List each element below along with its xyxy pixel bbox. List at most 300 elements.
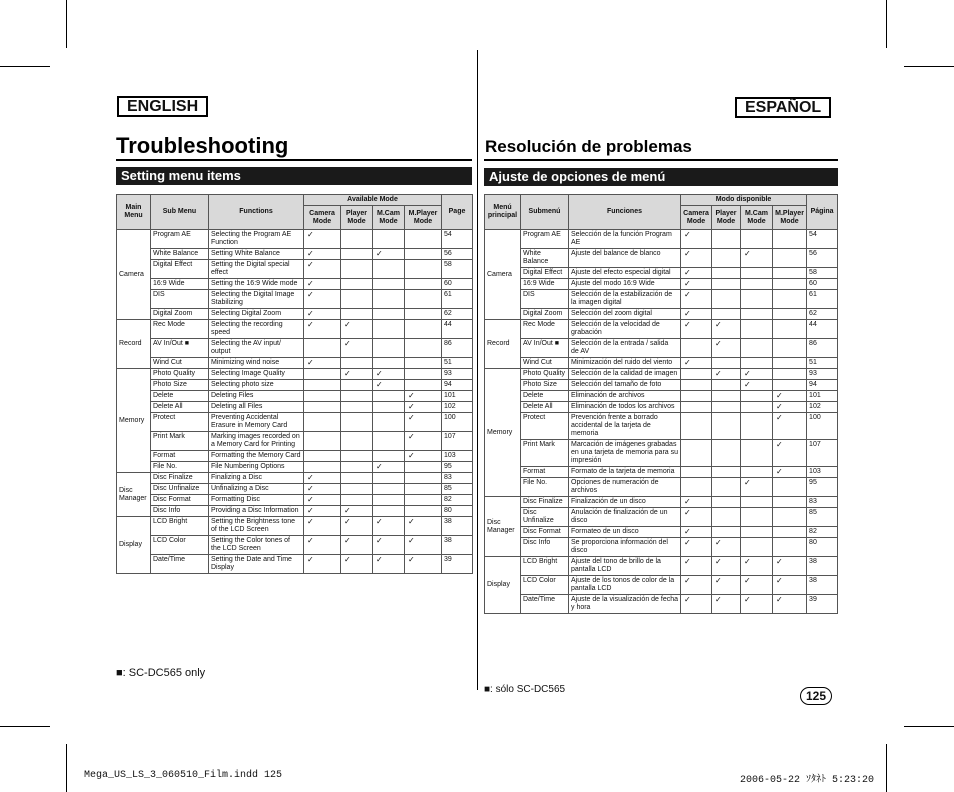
mode-check-cell: ✓	[341, 536, 373, 555]
table-row	[117, 484, 473, 495]
table-row	[117, 451, 473, 462]
mode-check-cell	[681, 339, 712, 358]
sub-menu-cell: DIS	[521, 290, 569, 309]
sub-menu-cell: Disc Info	[521, 538, 569, 557]
mode-check-cell	[741, 527, 773, 538]
table-row	[117, 506, 473, 517]
mode-check-cell: ✓	[681, 595, 712, 614]
spanish-label: ESPAÑOL	[735, 97, 831, 118]
mode-check-cell: ✓	[741, 249, 773, 268]
mode-check-cell	[373, 473, 405, 484]
mode-check-cell: ✓	[712, 320, 741, 339]
table-row	[485, 320, 838, 339]
sub-menu-cell: Date/Time	[521, 595, 569, 614]
crop-mark	[66, 744, 67, 792]
function-cell: Ajuste del balance de blanco	[569, 249, 681, 268]
mode-check-cell	[341, 279, 373, 290]
mode-check-cell	[741, 339, 773, 358]
page-cell: 107	[807, 440, 838, 467]
page-cell: 83	[807, 497, 838, 508]
title-rule-spanish	[484, 159, 838, 161]
mode-check-cell: ✓	[773, 440, 807, 467]
mode-check-cell	[741, 497, 773, 508]
table-row	[485, 467, 838, 478]
function-cell: Minimización del ruido del viento	[569, 358, 681, 369]
mode-check-cell: ✓	[773, 391, 807, 402]
page-cell: 94	[807, 380, 838, 391]
header-camera-mode: Camera Mode	[681, 206, 712, 230]
mode-check-cell	[712, 440, 741, 467]
mode-check-cell	[712, 309, 741, 320]
main-menu-cell: Disc Manager	[117, 473, 151, 517]
function-cell: Selecting the Digital Image Stabilizing	[209, 290, 304, 309]
sub-menu-cell: Rec Mode	[151, 320, 209, 339]
page-cell: 58	[442, 260, 473, 279]
sub-menu-cell: Digital Zoom	[521, 309, 569, 320]
mode-check-cell	[773, 527, 807, 538]
page-cell: 82	[442, 495, 473, 506]
mode-check-cell	[712, 402, 741, 413]
mode-check-cell: ✓	[405, 413, 442, 432]
page-cell: 100	[807, 413, 838, 440]
function-cell: Selecting Digital Zoom	[209, 309, 304, 320]
mode-check-cell	[304, 391, 341, 402]
function-cell: Setting White Balance	[209, 249, 304, 260]
function-cell: Ajuste de los tonos de color de la pantalla LCD	[569, 576, 681, 595]
page-title-spanish: Resolución de problemas	[485, 137, 692, 156]
table-row	[117, 309, 473, 320]
header-main-menu: Menú principal	[485, 195, 521, 230]
mode-check-cell	[712, 527, 741, 538]
mode-check-cell: ✓	[773, 557, 807, 576]
mode-check-cell	[341, 473, 373, 484]
mode-check-cell	[405, 249, 442, 260]
mode-check-cell	[741, 538, 773, 557]
mode-check-cell: ✓	[373, 462, 405, 473]
table-row	[117, 230, 473, 249]
function-cell: Preventing Accidental Erasure in Memory Card	[209, 413, 304, 432]
function-cell: Selección del tamaño de foto	[569, 380, 681, 391]
mode-check-cell	[304, 339, 341, 358]
page-cell: 61	[807, 290, 838, 309]
mode-check-cell: ✓	[741, 380, 773, 391]
function-cell: Setting the Digital special effect	[209, 260, 304, 279]
mode-check-cell: ✓	[304, 260, 341, 279]
function-cell: Finalización de un disco	[569, 497, 681, 508]
page-cell: 85	[807, 508, 838, 527]
table-row	[485, 576, 838, 595]
mode-check-cell: ✓	[304, 536, 341, 555]
main-menu-cell: Record	[117, 320, 151, 369]
header-sub-menu: Submenú	[521, 195, 569, 230]
table-row	[485, 279, 838, 290]
header-main-menu: Main Menu	[117, 195, 151, 230]
mode-check-cell	[373, 309, 405, 320]
header-functions: Funciones	[569, 195, 681, 230]
page-cell: 54	[807, 230, 838, 249]
mode-check-cell	[681, 402, 712, 413]
mode-check-cell	[341, 413, 373, 432]
mode-check-cell: ✓	[741, 478, 773, 497]
menu-table-english	[116, 194, 473, 574]
crop-mark	[0, 66, 50, 67]
page-cell: 103	[442, 451, 473, 462]
table-row	[485, 497, 838, 508]
mode-check-cell	[341, 495, 373, 506]
sub-menu-cell: LCD Bright	[151, 517, 209, 536]
mode-check-cell	[341, 309, 373, 320]
page-cell: 44	[442, 320, 473, 339]
mode-check-cell	[373, 279, 405, 290]
header-mplayer-mode: M.Player Mode	[773, 206, 807, 230]
center-divider	[477, 50, 478, 690]
header-available-mode: Available Mode	[304, 195, 442, 206]
crop-mark	[904, 66, 954, 67]
sub-menu-cell: LCD Color	[521, 576, 569, 595]
table-row	[485, 538, 838, 557]
sub-menu-cell: 16:9 Wide	[151, 279, 209, 290]
footer-file-info: Mega_US_LS_3_060510_Film.indd 125	[84, 770, 283, 781]
mode-check-cell	[341, 432, 373, 451]
function-cell: Se proporciona información del disco	[569, 538, 681, 557]
mode-check-cell	[341, 484, 373, 495]
mode-check-cell	[341, 391, 373, 402]
sub-menu-cell: Digital Zoom	[151, 309, 209, 320]
mode-check-cell	[741, 268, 773, 279]
mode-check-cell	[741, 309, 773, 320]
mode-check-cell	[405, 339, 442, 358]
mode-check-cell: ✓	[341, 320, 373, 339]
table-row	[117, 432, 473, 451]
mode-check-cell	[712, 358, 741, 369]
sub-menu-cell: AV In/Out ■	[521, 339, 569, 358]
mode-check-cell	[341, 230, 373, 249]
mode-check-cell	[405, 462, 442, 473]
function-cell: Deleting all Files	[209, 402, 304, 413]
page-cell: 51	[807, 358, 838, 369]
mode-check-cell	[341, 358, 373, 369]
english-label: ENGLISH	[117, 96, 208, 117]
table-row	[485, 358, 838, 369]
table-row	[117, 555, 473, 574]
page-cell: 58	[807, 268, 838, 279]
sub-menu-cell: LCD Bright	[521, 557, 569, 576]
mode-check-cell: ✓	[712, 557, 741, 576]
sub-menu-cell: Rec Mode	[521, 320, 569, 339]
main-menu-cell: Memory	[117, 369, 151, 473]
mode-check-cell: ✓	[681, 508, 712, 527]
mode-check-cell	[405, 380, 442, 391]
mode-check-cell	[341, 402, 373, 413]
mode-check-cell	[712, 497, 741, 508]
table-row	[117, 320, 473, 339]
mode-check-cell	[741, 508, 773, 527]
header-mplayer-mode: M.Player Mode	[405, 206, 442, 230]
sub-menu-cell: Program AE	[151, 230, 209, 249]
mode-check-cell: ✓	[712, 538, 741, 557]
mode-check-cell: ✓	[373, 249, 405, 260]
sub-menu-cell: Protect	[521, 413, 569, 440]
function-cell: Setting the Brightness tone of the LCD Screen	[209, 517, 304, 536]
main-menu-cell: Record	[485, 320, 521, 369]
mode-check-cell	[773, 249, 807, 268]
sub-menu-cell: DIS	[151, 290, 209, 309]
sub-menu-cell: Delete All	[521, 402, 569, 413]
crop-mark	[904, 726, 954, 727]
crop-mark	[0, 726, 50, 727]
mode-check-cell	[304, 369, 341, 380]
table-row	[485, 402, 838, 413]
section-header-english: Setting menu items	[116, 167, 472, 185]
mode-check-cell: ✓	[681, 320, 712, 339]
sub-menu-cell: Disc Info	[151, 506, 209, 517]
mode-check-cell: ✓	[681, 249, 712, 268]
table-row	[485, 249, 838, 268]
mode-check-cell: ✓	[341, 517, 373, 536]
mode-check-cell	[373, 506, 405, 517]
table-row	[117, 260, 473, 279]
mode-check-cell	[405, 473, 442, 484]
mode-check-cell	[373, 290, 405, 309]
mode-check-cell	[681, 369, 712, 380]
function-cell: Formateo de un disco	[569, 527, 681, 538]
table-row	[117, 517, 473, 536]
mode-check-cell: ✓	[405, 391, 442, 402]
mode-check-cell	[712, 391, 741, 402]
function-cell: Anulación de finalización de un disco	[569, 508, 681, 527]
table-row	[117, 290, 473, 309]
mode-check-cell	[773, 290, 807, 309]
mode-check-cell: ✓	[712, 339, 741, 358]
mode-check-cell: ✓	[304, 473, 341, 484]
mode-check-cell: ✓	[681, 290, 712, 309]
mode-check-cell	[773, 279, 807, 290]
mode-check-cell: ✓	[304, 555, 341, 574]
function-cell: Selección de la función Program AE	[569, 230, 681, 249]
mode-check-cell	[304, 413, 341, 432]
mode-check-cell: ✓	[304, 230, 341, 249]
sub-menu-cell: LCD Color	[151, 536, 209, 555]
mode-check-cell: ✓	[773, 402, 807, 413]
function-cell: Formato de la tarjeta de memoria	[569, 467, 681, 478]
table-row	[117, 402, 473, 413]
mode-check-cell: ✓	[373, 380, 405, 391]
sub-menu-cell: 16:9 Wide	[521, 279, 569, 290]
section-header-spanish: Ajuste de opciones de menú	[484, 168, 838, 186]
page-cell: 102	[807, 402, 838, 413]
function-cell: Selección de la calidad de imagen	[569, 369, 681, 380]
mode-check-cell: ✓	[304, 279, 341, 290]
mode-check-cell	[405, 309, 442, 320]
mode-check-cell	[741, 440, 773, 467]
mode-check-cell	[373, 413, 405, 432]
table-row	[117, 249, 473, 260]
mode-check-cell: ✓	[681, 230, 712, 249]
table-row	[485, 268, 838, 279]
sub-menu-cell: Format	[521, 467, 569, 478]
main-menu-cell: Disc Manager	[485, 497, 521, 557]
function-cell: Setting the Date and Time Display	[209, 555, 304, 574]
function-cell: Deleting Files	[209, 391, 304, 402]
mode-check-cell	[304, 451, 341, 462]
mode-check-cell	[373, 391, 405, 402]
table-row	[117, 462, 473, 473]
mode-check-cell	[405, 230, 442, 249]
header-sub-menu: Sub Menu	[151, 195, 209, 230]
mode-check-cell	[681, 467, 712, 478]
main-menu-cell: Camera	[485, 230, 521, 320]
mode-check-cell: ✓	[712, 595, 741, 614]
mode-check-cell	[741, 413, 773, 440]
mode-check-cell	[373, 230, 405, 249]
sub-menu-cell: Photo Quality	[521, 369, 569, 380]
mode-check-cell	[773, 508, 807, 527]
mode-check-cell	[741, 320, 773, 339]
mode-check-cell	[373, 402, 405, 413]
function-cell: Selecting photo size	[209, 380, 304, 391]
mode-check-cell: ✓	[341, 339, 373, 358]
page-cell: 38	[442, 536, 473, 555]
mode-check-cell: ✓	[304, 309, 341, 320]
function-cell: Formatting the Memory Card	[209, 451, 304, 462]
header-mcam-mode: M.Cam Mode	[741, 206, 773, 230]
table-row	[485, 309, 838, 320]
function-cell: Selecting the AV input/ output	[209, 339, 304, 358]
page-cell: 86	[442, 339, 473, 358]
sub-menu-cell: White Balance	[151, 249, 209, 260]
mode-check-cell: ✓	[304, 290, 341, 309]
function-cell: Prevención frente a borrado accidental de la tarjeta de memoria	[569, 413, 681, 440]
mode-check-cell	[405, 260, 442, 279]
page-cell: 62	[442, 309, 473, 320]
mode-check-cell	[405, 358, 442, 369]
mode-check-cell: ✓	[681, 279, 712, 290]
mode-check-cell	[712, 249, 741, 268]
sub-menu-cell: White Balance	[521, 249, 569, 268]
mode-check-cell	[773, 309, 807, 320]
function-cell: Marking images recorded on a Memory Card for Printing	[209, 432, 304, 451]
function-cell: Finalizing a Disc	[209, 473, 304, 484]
mode-check-cell: ✓	[304, 506, 341, 517]
page-cell: 38	[442, 517, 473, 536]
mode-check-cell	[773, 538, 807, 557]
mode-check-cell: ✓	[773, 595, 807, 614]
mode-check-cell: ✓	[405, 451, 442, 462]
function-cell: Eliminación de archivos	[569, 391, 681, 402]
page-cell: 94	[442, 380, 473, 391]
table-row	[485, 478, 838, 497]
function-cell: Providing a Disc Information	[209, 506, 304, 517]
table-row	[485, 413, 838, 440]
page-cell: 38	[807, 557, 838, 576]
table-row	[485, 557, 838, 576]
page-cell: 95	[442, 462, 473, 473]
page-cell: 101	[442, 391, 473, 402]
sub-menu-cell: Protect	[151, 413, 209, 432]
mode-check-cell	[405, 320, 442, 339]
sub-menu-cell: Print Mark	[151, 432, 209, 451]
page-cell: 39	[807, 595, 838, 614]
mode-check-cell: ✓	[681, 576, 712, 595]
mode-check-cell	[373, 339, 405, 358]
mode-check-cell: ✓	[681, 557, 712, 576]
table-row	[117, 413, 473, 432]
mode-check-cell	[373, 320, 405, 339]
page-cell: 54	[442, 230, 473, 249]
mode-check-cell	[405, 495, 442, 506]
mode-check-cell: ✓	[712, 369, 741, 380]
mode-check-cell	[405, 506, 442, 517]
mode-check-cell	[773, 320, 807, 339]
sub-menu-cell: Disc Format	[151, 495, 209, 506]
table-row	[117, 380, 473, 391]
sub-menu-cell: Delete	[521, 391, 569, 402]
page-cell: 93	[442, 369, 473, 380]
table-row	[485, 527, 838, 538]
mode-check-cell	[405, 369, 442, 380]
sub-menu-cell: Disc Format	[521, 527, 569, 538]
footnote-english: ■: SC-DC565 only	[116, 667, 206, 679]
mode-check-cell	[373, 260, 405, 279]
function-cell: Unfinalizing a Disc	[209, 484, 304, 495]
mode-check-cell: ✓	[341, 555, 373, 574]
mode-check-cell	[773, 339, 807, 358]
sub-menu-cell: Wind Cut	[521, 358, 569, 369]
function-cell: Eliminación de todos los archivos	[569, 402, 681, 413]
header-functions: Functions	[209, 195, 304, 230]
sub-menu-cell: Disc Unfinalize	[521, 508, 569, 527]
sub-menu-cell: File No.	[521, 478, 569, 497]
mode-check-cell	[773, 230, 807, 249]
table-row	[485, 391, 838, 402]
mode-check-cell	[741, 279, 773, 290]
sub-menu-cell: Format	[151, 451, 209, 462]
function-cell: Setting the 16:9 Wide mode	[209, 279, 304, 290]
page-cell: 80	[442, 506, 473, 517]
page-cell: 60	[807, 279, 838, 290]
mode-check-cell	[773, 369, 807, 380]
sub-menu-cell: Digital Effect	[521, 268, 569, 279]
sub-menu-cell: Wind Cut	[151, 358, 209, 369]
mode-check-cell: ✓	[304, 249, 341, 260]
header-player-mode: Player Mode	[341, 206, 373, 230]
mode-check-cell	[341, 462, 373, 473]
mode-check-cell: ✓	[373, 555, 405, 574]
function-cell: Marcación de imágenes grabadas en una tarjeta de memoria para su impresión	[569, 440, 681, 467]
table-row	[117, 369, 473, 380]
mode-check-cell	[712, 467, 741, 478]
main-menu-cell: Memory	[485, 369, 521, 497]
mode-check-cell	[681, 413, 712, 440]
page-cell: 80	[807, 538, 838, 557]
page-cell: 39	[442, 555, 473, 574]
page-cell: 38	[807, 576, 838, 595]
mode-check-cell: ✓	[304, 320, 341, 339]
sub-menu-cell: Date/Time	[151, 555, 209, 574]
mode-check-cell	[341, 249, 373, 260]
header-page: Page	[442, 195, 473, 230]
mode-check-cell	[712, 230, 741, 249]
crop-mark	[66, 0, 67, 48]
page-cell: 62	[807, 309, 838, 320]
table-row	[485, 369, 838, 380]
function-cell: Opciones de numeración de archivos	[569, 478, 681, 497]
page-cell: 107	[442, 432, 473, 451]
page-number: 125	[805, 689, 827, 703]
crop-mark	[886, 744, 887, 792]
footer-timestamp: 2006-05-22 ｿﾀﾈﾄ 5:23:20	[740, 775, 875, 786]
page-cell: 83	[442, 473, 473, 484]
